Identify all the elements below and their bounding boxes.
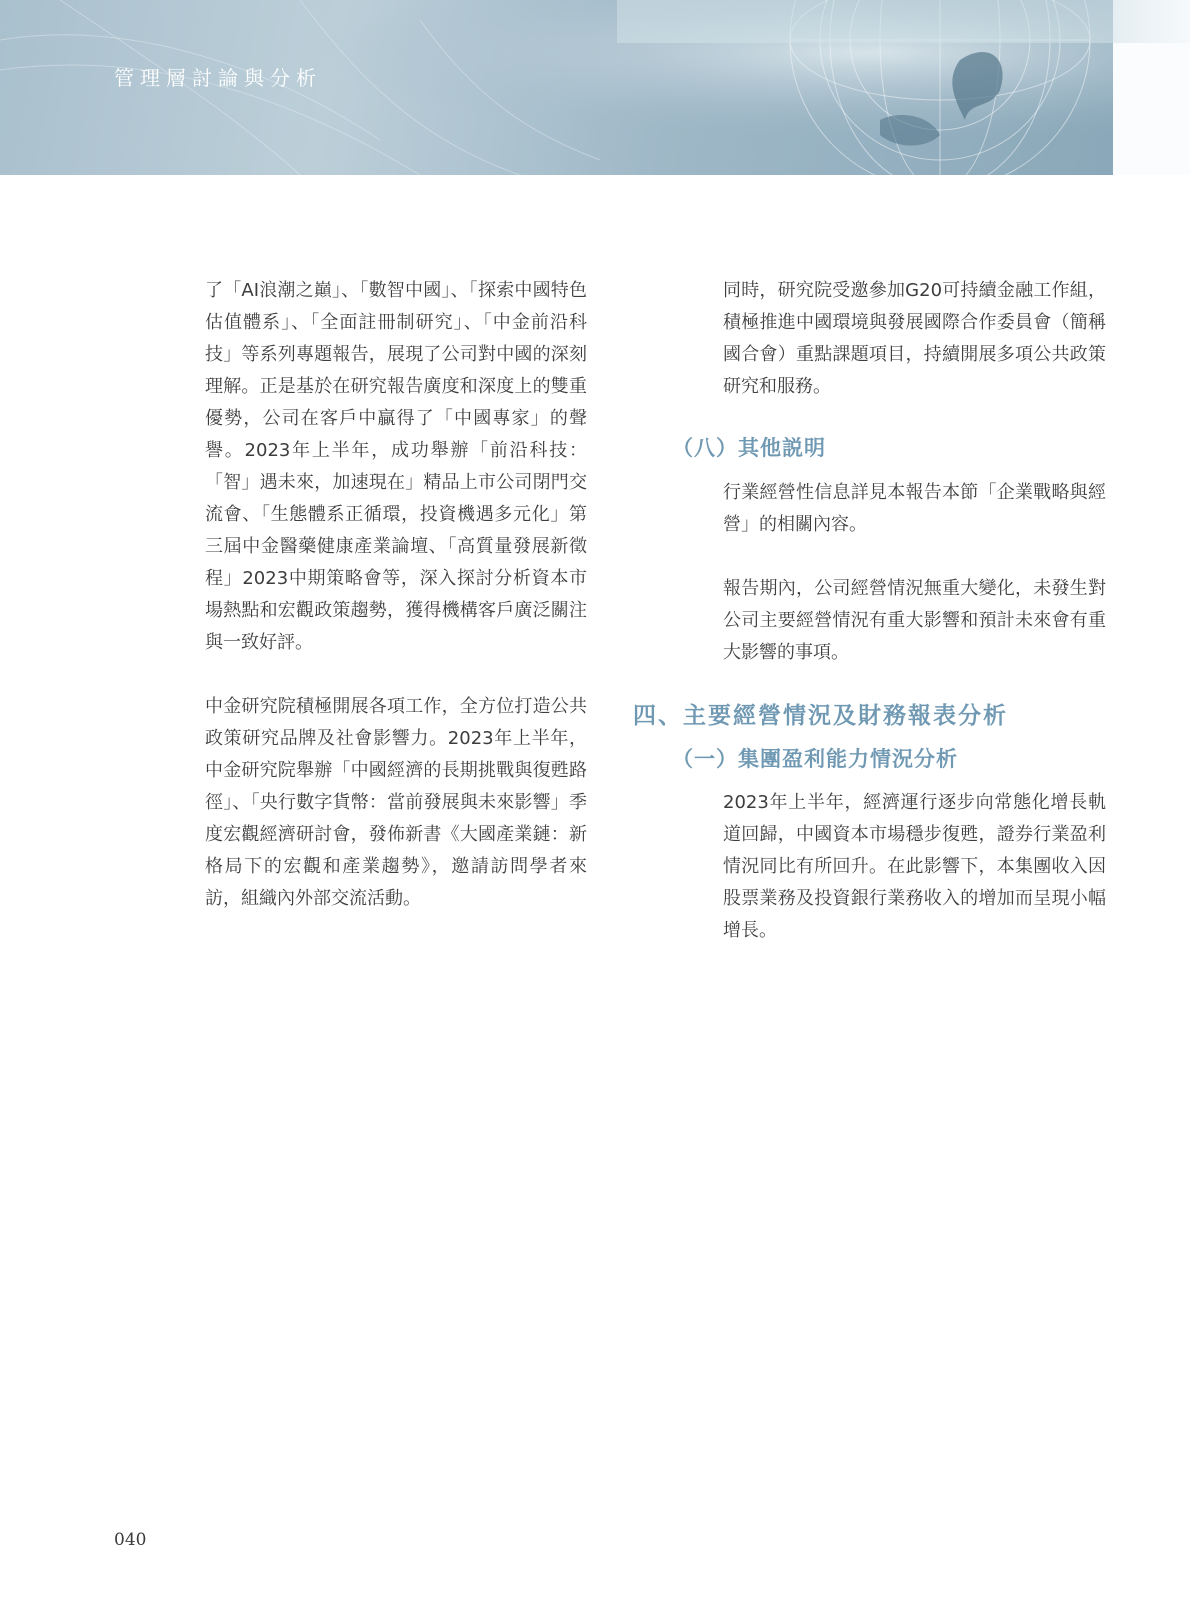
section-4-para [723,787,1106,947]
header-banner [0,0,1113,175]
section-heading-8: （八）其他説明 [672,436,826,460]
paragraph: 同時，研究院受邀參加G20可持續金融工作組，積極推進中國環境與發展國際合作委員會（簡稱國合會）重點課題項目，持續開展多項公共政策研究和服務。 [723,280,1106,397]
banner-strip-edge [1113,0,1190,43]
right-column-intro [723,275,1106,403]
section-heading-4: 四、主要經營情況及財務報表分析 [633,703,1008,729]
banner-strip [617,0,1113,43]
paragraph: 行業經營性信息詳見本報告本節「企業戰略與經營」的相關內容。 [723,482,1106,535]
paragraph: 了「AI浪潮之巔」、「數智中國」、「探索中國特色估值體系」、「全面註冊制研究」、「中金前沿科技」等系列專題報告，展現了公司對中國的深刻理解。正是基於在研究報告廣度和深度上的雙重優勢，公司在客戶中贏得了「中國專家」的聲譽。2023年上半年，成功舉辦「前沿科技：「智」遇未來，加速現在」精品上市公司閉門交流會、「生態體系正循環，投資機遇多元化」第三屆中金醫藥健康產業論壇、「高質量發展新徵程」2023中期策略會等，深入探討分析資本市場熱點和宏觀政策趨勢，獲得機構客戶廣泛關注與一致好評。 [205,280,587,653]
banner-edge [1113,43,1190,175]
paragraph: 報告期內，公司經營情況無重大變化，未發生對公司主要經營情況有重大影響和預計未來會有重大影響的事項。 [723,578,1106,663]
section-subheading-1: （一）集團盈利能力情況分析 [672,747,958,771]
paragraph: 中金研究院積極開展各項工作，全方位打造公共政策研究品牌及社會影響力。2023年上半年，中金研究院舉辦「中國經濟的長期挑戰與復甦路徑」、「央行數字貨幣：當前發展與未來影響」季度宏觀經濟研討會，發佈新書《大國產業鏈：新格局下的宏觀和產業趨勢》，邀請訪問學者來訪，組織內外部交流活動。 [205,696,587,909]
paragraph: 2023年上半年，經濟運行逐步向常態化增長軌道回歸，中國資本市場穩步復甦，證券行業盈利情況同比有所回升。在此影響下，本集團收入因股票業務及投資銀行業務收入的增加而呈現小幅增長。 [723,792,1106,941]
section-8-para-1 [723,477,1106,541]
section-title: 管理層討論與分析 [114,66,322,90]
page-number: 040 [114,1530,147,1550]
section-8-para-2 [723,573,1106,669]
left-column [205,275,587,915]
